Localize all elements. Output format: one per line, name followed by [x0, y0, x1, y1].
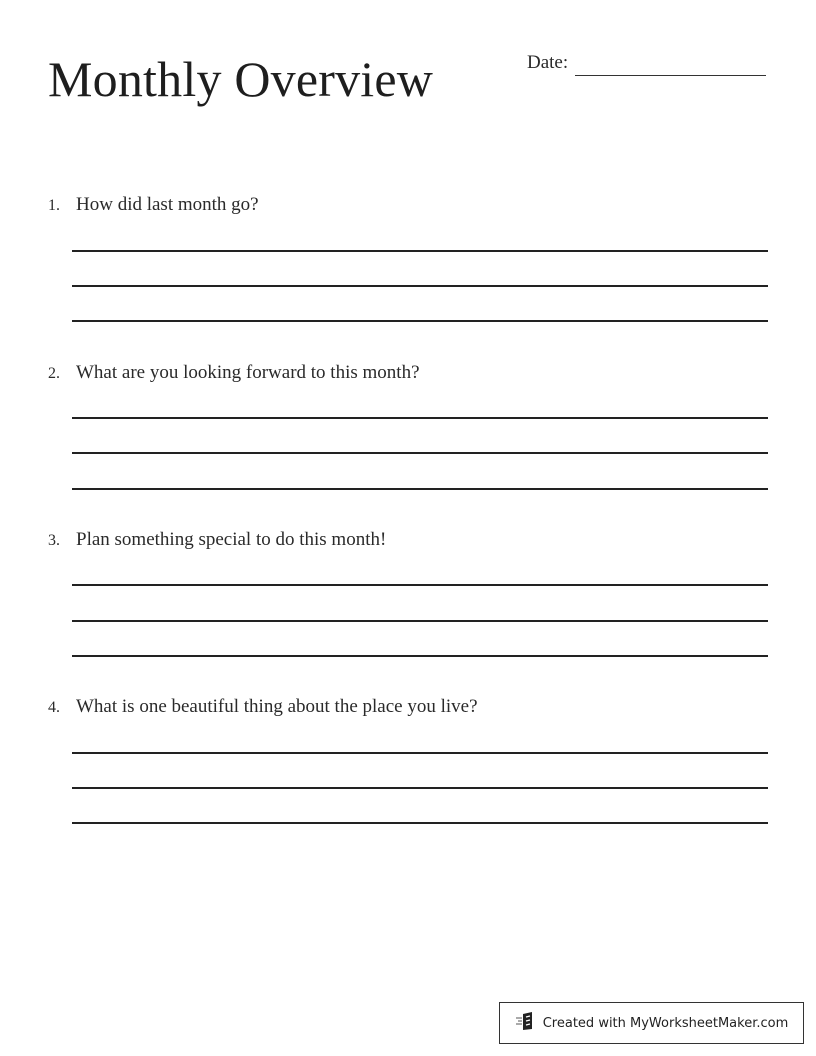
- question-4: [48, 696, 768, 718]
- answer-line[interactable]: [72, 584, 768, 586]
- question-2: [48, 362, 768, 384]
- answer-line[interactable]: [72, 285, 768, 287]
- question-1: [48, 194, 768, 216]
- worksheet-logo-icon: [515, 1011, 537, 1035]
- question-number: 2.: [48, 365, 60, 382]
- page-title: Monthly Overview: [48, 51, 434, 107]
- answer-line[interactable]: [72, 655, 768, 657]
- answer-line[interactable]: [72, 752, 768, 754]
- question-3: [48, 529, 768, 551]
- question-text: What are you looking forward to this month?: [76, 362, 420, 383]
- footer-text: Created with MyWorksheetMaker.com: [542, 1015, 789, 1031]
- date-label: Date:: [527, 52, 569, 73]
- date-input-line[interactable]: [575, 75, 766, 76]
- answer-line[interactable]: [72, 320, 768, 322]
- question-number: 4.: [48, 699, 60, 716]
- question-text: Plan something special to do this month!: [76, 529, 387, 550]
- footer-badge[interactable]: [499, 1002, 804, 1044]
- answer-line[interactable]: [72, 417, 768, 419]
- answer-line[interactable]: [72, 787, 768, 789]
- answer-line[interactable]: [72, 250, 768, 252]
- question-text: What is one beautiful thing about the place you live?: [76, 696, 478, 717]
- date-field: [527, 52, 766, 74]
- answer-line[interactable]: [72, 620, 768, 622]
- question-text: How did last month go?: [76, 194, 259, 215]
- question-number: 3.: [48, 532, 60, 549]
- answer-line[interactable]: [72, 822, 768, 824]
- answer-line[interactable]: [72, 488, 768, 490]
- answer-line[interactable]: [72, 452, 768, 454]
- question-number: 1.: [48, 197, 60, 214]
